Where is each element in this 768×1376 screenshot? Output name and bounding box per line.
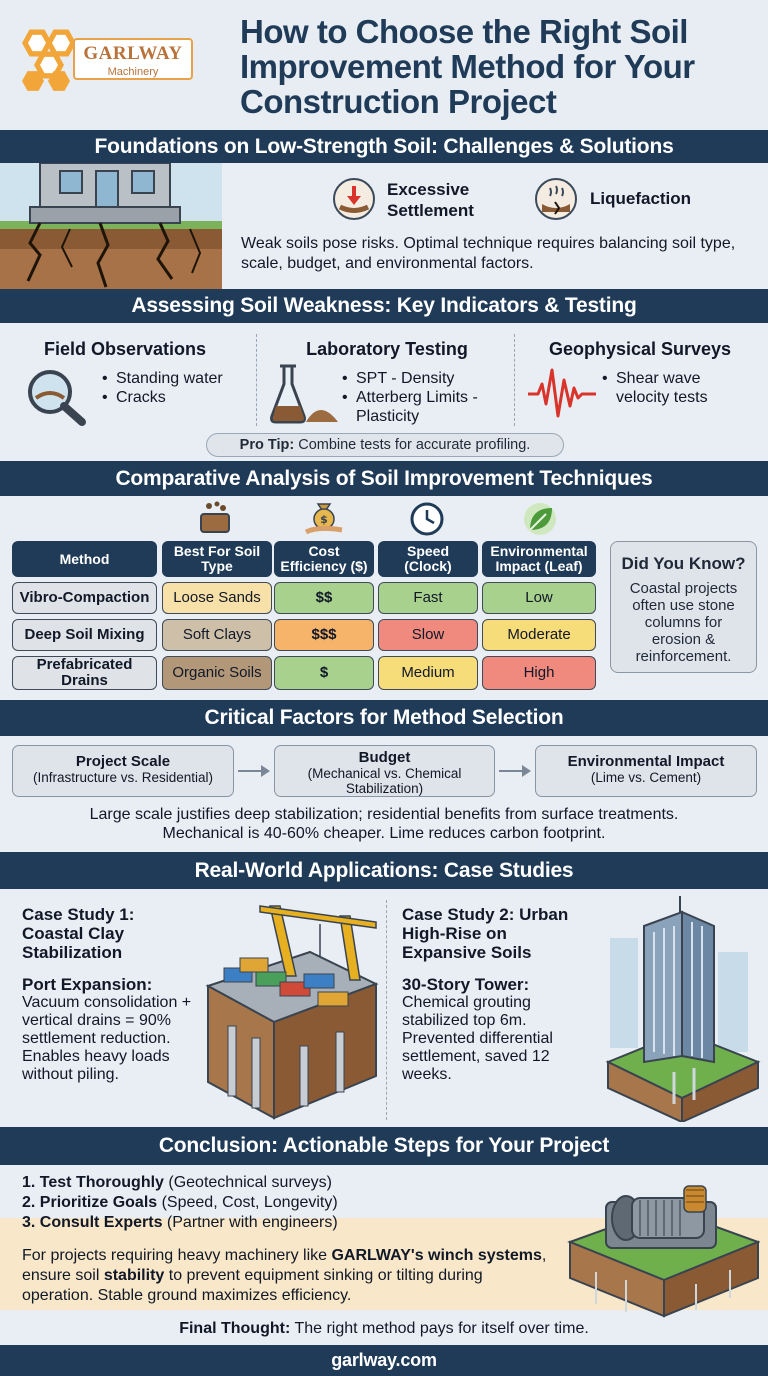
table-header-cost: Cost Efficiency ($)	[274, 541, 374, 577]
table-row-vibro-cost: $$	[274, 582, 374, 614]
list-item: • Shear wave velocity tests	[602, 369, 742, 407]
did-you-know-title: Did You Know?	[621, 554, 746, 573]
money-bag-icon	[304, 500, 344, 536]
table-row-drains-speed: Medium	[378, 656, 478, 690]
geophysical-surveys-heading: Geophysical Surveys	[548, 339, 732, 359]
divider	[514, 334, 515, 426]
geophysical-surveys-list	[602, 369, 742, 407]
final-thought: Final Thought: The right method pays for itself over time.	[179, 1320, 589, 1337]
magnifier-icon	[20, 366, 96, 426]
case-study-2-label: 30-Story Tower:	[402, 975, 530, 994]
issue-liquefaction-label: Liquefaction	[590, 189, 692, 208]
list-item: • Cracks	[102, 388, 252, 407]
list-item: • Atterberg Limits - Plasticity	[342, 388, 507, 426]
skyscraper-illustration	[598, 892, 764, 1122]
divider	[256, 334, 257, 426]
list-item: • Standing water	[102, 369, 252, 388]
logo-text: GARLWAY	[83, 43, 183, 64]
table-header-soil-type: Best For Soil Type	[162, 541, 272, 577]
list-item: • SPT - Density	[342, 369, 507, 388]
table-row-drains-soil: Organic Soils	[162, 656, 272, 690]
table-row-drains-impact: High	[482, 656, 596, 690]
svg-text:$: $	[320, 513, 328, 526]
clock-icon	[410, 502, 444, 536]
case-study-1-label: Port Expansion:	[22, 975, 153, 994]
table-row-dsm-impact: Moderate	[482, 619, 596, 651]
section-title-comparative: Comparative Analysis of Soil Improvement Techniques	[0, 461, 768, 496]
port-crane-illustration	[200, 896, 380, 1121]
case-study-2-text: Chemical grouting stabilized top 6m. Prevented differential settlement, saved 12 weeks.	[402, 994, 553, 1083]
case-study-1-title: Case Study 1: Coastal Clay Stabilization	[22, 905, 135, 962]
factor-subtitle: (Lime vs. Cement)	[590, 770, 702, 785]
table-header-impact: Environmental Impact (Leaf)	[482, 541, 596, 577]
pro-tip-label: Pro Tip:	[239, 437, 295, 453]
section-title-assessing: Assessing Soil Weakness: Key Indicators & Testing	[0, 289, 768, 323]
table-row-drains-cost: $	[274, 656, 374, 690]
table-header-speed: Speed (Clock)	[378, 541, 478, 577]
table-row-vibro-speed: Fast	[378, 582, 478, 614]
factor-budget	[274, 745, 495, 797]
step-item: 1. Test Thoroughly (Geotechnical surveys)	[22, 1174, 332, 1191]
table-row-vibro-impact: Low	[482, 582, 596, 614]
pro-tip-text: Combine tests for accurate profiling.	[294, 437, 531, 453]
table-row-dsm-method: Deep Soil Mixing	[12, 619, 157, 651]
table-row-vibro-method: Vibro-Compaction	[12, 582, 157, 614]
wave-icon	[526, 366, 598, 420]
laboratory-testing-heading: Laboratory Testing	[306, 339, 468, 359]
section1-description: Weak soils pose risks. Optimal technique requires balancing soil type, scale, budget, and environmental factors.	[241, 235, 736, 272]
did-you-know-box	[610, 541, 757, 673]
table-row-dsm-speed: Slow	[378, 619, 478, 651]
factor-project-scale	[12, 745, 234, 797]
soil-sample-icon	[197, 500, 233, 534]
section-title-conclusion: Conclusion: Actionable Steps for Your Project	[0, 1127, 768, 1165]
garlway-logo	[18, 22, 196, 94]
step-item: 3. Consult Experts (Partner with engineers)	[22, 1214, 338, 1231]
case-study-2-title: Case Study 2: Urban High-Rise on Expansive Soils	[402, 905, 569, 962]
factors-text-line1: Large scale justifies deep stabilization; residential benefits from surface treatments.	[89, 806, 679, 823]
arrow-right-icon	[238, 770, 268, 772]
table-row-drains-method: Prefabricated Drains	[12, 656, 157, 690]
section-title-critical-factors: Critical Factors for Method Selection	[0, 700, 768, 736]
pro-tip-badge	[206, 433, 564, 457]
table-row-vibro-soil: Loose Sands	[162, 582, 272, 614]
did-you-know-text: Coastal projects often use stone columns for erosion & reinforcement.	[629, 580, 738, 665]
factor-title: Budget	[358, 749, 411, 766]
field-observations-list	[102, 369, 252, 407]
liquefaction-icon	[535, 178, 577, 220]
field-observations-heading: Field Observations	[43, 339, 207, 359]
table-row-dsm-soil: Soft Clays	[162, 619, 272, 651]
case-study-1-text: Vacuum consolidation + vertical drains = 90% settlement reduction. Enables heavy loads without piling.	[22, 994, 192, 1083]
cracked-foundation-illustration	[0, 163, 222, 289]
case-study-2-body	[402, 976, 592, 1084]
case-study-1-body	[22, 976, 207, 1084]
footer-url[interactable]: garlway.com	[0, 1345, 768, 1376]
leaf-icon	[522, 502, 558, 536]
winch-illustration	[566, 1172, 760, 1318]
table-row-dsm-cost: $$$	[274, 619, 374, 651]
issue-settlement-label: Excessive Settlement	[387, 180, 474, 220]
section-title-foundations: Foundations on Low-Strength Soil: Challenges & Solutions	[0, 130, 768, 163]
logo-subtext: Machinery	[107, 66, 159, 78]
page-title: How to Choose the Right Soil Improvement Method for Your Construction Project	[240, 13, 695, 120]
divider	[386, 900, 387, 1120]
factor-title: Environmental Impact	[567, 753, 725, 770]
factors-text-line2: Mechanical is 40-60% cheaper. Lime reduces carbon footprint.	[162, 825, 606, 842]
arrow-right-icon	[499, 770, 529, 772]
flask-icon	[266, 362, 342, 426]
factor-environmental-impact	[535, 745, 757, 797]
step-item: 2. Prioritize Goals (Speed, Cost, Longevity)	[22, 1194, 338, 1211]
section-title-case-studies: Real-World Applications: Case Studies	[0, 852, 768, 889]
factor-subtitle: (Mechanical vs. Chemical Stabilization)	[307, 766, 462, 796]
highlight-text: For projects requiring heavy machinery like GARLWAY's winch systems, ensure soil stability to prevent equipment sinking or tilting during operation. Stable ground maximizes efficiency.	[22, 1247, 547, 1304]
factor-title: Project Scale	[75, 753, 171, 770]
table-header-method: Method	[12, 541, 157, 577]
laboratory-testing-list	[342, 369, 507, 426]
settlement-arrow-icon	[333, 178, 375, 220]
factor-subtitle: (Infrastructure vs. Residential)	[32, 770, 214, 785]
